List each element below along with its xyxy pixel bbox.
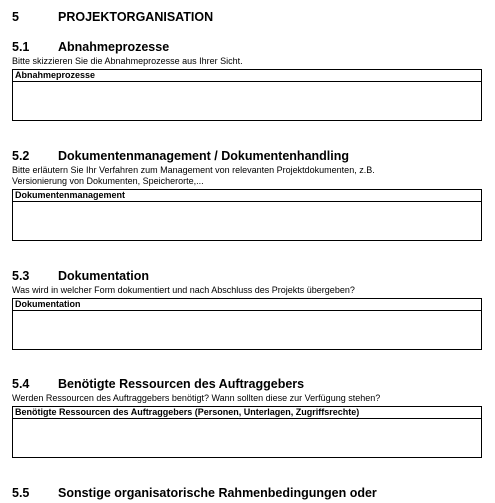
section-description (12, 393, 482, 404)
section-number: 5.4 (12, 377, 30, 391)
answer-box-header: Abnahmeprozesse (13, 70, 481, 82)
answer-box-header: Benötigte Ressourcen des Auftraggebers (Personen, Unterlagen, Zugriffsrechte) (13, 407, 481, 419)
chapter-number: 5 (12, 10, 19, 24)
answer-box-header: Dokumentenmanagement (13, 190, 481, 202)
description-line: Bitte erläutern Sie Ihr Verfahren zum Management von relevanten Projektdokumenten, z.B. (12, 165, 375, 175)
section-title-text: Abnahmeprozesse (58, 40, 170, 54)
section-number: 5.3 (12, 269, 30, 283)
description-line: Bitte skizzieren Sie die Abnahmeprozesse aus Ihrer Sicht. (12, 56, 243, 66)
section-description (12, 56, 482, 67)
section-title-text: Sonstige organisatorische Rahmenbedingungen oder (58, 486, 377, 500)
section-title (12, 40, 482, 55)
section-5-3 (12, 269, 482, 350)
chapter-title: PROJEKTORGANISATION (58, 10, 214, 24)
answer-box (12, 298, 482, 350)
description-line: Werden Ressourcen des Auftraggebers benötigt? Wann sollten diese zur Verfügung stehen? (12, 393, 381, 403)
answer-field[interactable] (13, 419, 481, 457)
answer-box (12, 189, 482, 241)
description-line: Was wird in welcher Form dokumentiert und nach Abschluss des Projekts übergeben? (12, 285, 355, 295)
section-title (12, 149, 482, 164)
section-5-1 (12, 40, 482, 121)
section-title (12, 486, 482, 501)
section-5-2 (12, 149, 482, 241)
answer-box (12, 406, 482, 458)
section-title-text: Benötigte Ressourcen des Auftraggebers (58, 377, 305, 391)
description-line: Versionierung von Dokumenten, Speicherorte,... (12, 176, 204, 186)
section-title-text: Dokumentation (58, 269, 149, 283)
answer-field[interactable] (13, 202, 481, 240)
section-title (12, 269, 482, 284)
answer-field[interactable] (13, 82, 481, 120)
section-title-text: Dokumentenmanagement / Dokumentenhandling (58, 149, 350, 163)
answer-box (12, 69, 482, 121)
section-5-4 (12, 377, 482, 458)
answer-field[interactable] (13, 311, 481, 349)
section-number: 5.2 (12, 149, 30, 163)
chapter-heading (12, 10, 213, 24)
section-description (12, 285, 482, 296)
section-description (12, 165, 482, 187)
section-number: 5.5 (12, 486, 30, 500)
answer-box-header: Dokumentation (13, 299, 481, 311)
section-number: 5.1 (12, 40, 30, 54)
section-title (12, 377, 482, 392)
section-5-5 (12, 486, 482, 501)
